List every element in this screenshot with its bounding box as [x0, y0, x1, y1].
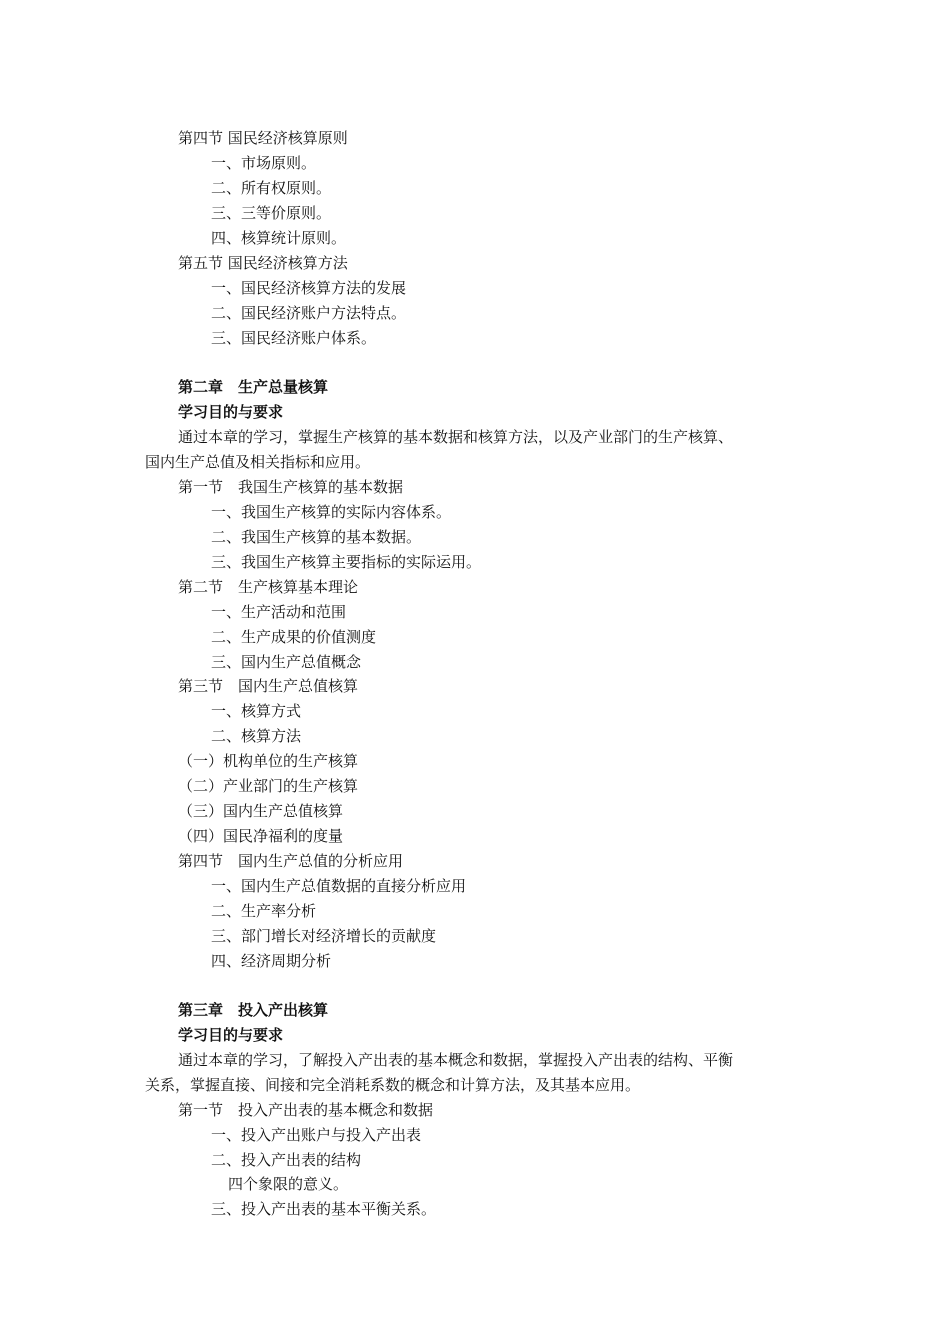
list-item: 三、国民经济账户体系。	[211, 329, 377, 347]
list-item: 二、核算方法	[211, 727, 302, 745]
section-heading: 第四节 国民经济核算原则	[178, 129, 348, 147]
list-item: 三、国内生产总值概念	[211, 653, 362, 671]
list-item: 一、生产活动和范围	[211, 603, 347, 621]
list-item: 二、生产率分析	[211, 902, 317, 920]
paragraph-line: 国内生产总值及相关指标和应用。	[145, 453, 371, 471]
section-heading: 第三节 国内生产总值核算	[178, 677, 359, 695]
paragraph-line: 通过本章的学习，掌握生产核算的基本数据和核算方法，以及产业部门的生产核算、	[178, 428, 734, 446]
list-item: 二、投入产出表的结构	[211, 1151, 362, 1169]
list-item: 二、所有权原则。	[211, 179, 332, 197]
section-heading: 第四节 国内生产总值的分析应用	[178, 852, 404, 870]
list-item: 一、国内生产总值数据的直接分析应用	[211, 877, 467, 895]
section-heading: 第一节 投入产出表的基本概念和数据	[178, 1101, 434, 1119]
sub-list-item: （四）国民净福利的度量	[178, 827, 344, 845]
list-item: 三、三等价原则。	[211, 204, 332, 222]
section-heading: 第二节 生产核算基本理论	[178, 578, 359, 596]
list-item: 一、核算方式	[211, 702, 302, 720]
list-item: 一、市场原则。	[211, 154, 317, 172]
list-item: 二、生产成果的价值测度	[211, 628, 377, 646]
list-item: 三、部门增长对经济增长的贡献度	[211, 927, 437, 945]
section-heading: 第五节 国民经济核算方法	[178, 254, 348, 272]
chapter-title: 第三章 投入产出核算	[178, 1001, 329, 1019]
sub-list-item: （一）机构单位的生产核算	[178, 752, 359, 770]
sub-list-item: （二）产业部门的生产核算	[178, 777, 359, 795]
list-item-note: 四个象限的意义。	[228, 1175, 349, 1193]
paragraph-line: 关系，掌握直接、间接和完全消耗系数的概念和计算方法，及其基本应用。	[145, 1076, 641, 1094]
list-item: 二、国民经济账户方法特点。	[211, 304, 407, 322]
list-item: 一、投入产出账户与投入产出表	[211, 1126, 422, 1144]
list-item: 三、我国生产核算主要指标的实际运用。	[211, 553, 482, 571]
list-item: 一、国民经济核算方法的发展	[211, 279, 407, 297]
list-item: 二、我国生产核算的基本数据。	[211, 528, 422, 546]
list-item: 四、经济周期分析	[211, 952, 332, 970]
list-item: 一、我国生产核算的实际内容体系。	[211, 503, 452, 521]
list-item: 四、核算统计原则。	[211, 229, 347, 247]
list-item: 三、投入产出表的基本平衡关系。	[211, 1200, 437, 1218]
objectives-heading: 学习目的与要求	[178, 403, 284, 421]
sub-list-item: （三）国内生产总值核算	[178, 802, 344, 820]
objectives-heading: 学习目的与要求	[178, 1026, 284, 1044]
chapter-title: 第二章 生产总量核算	[178, 378, 329, 396]
paragraph-line: 通过本章的学习，了解投入产出表的基本概念和数据，掌握投入产出表的结构、平衡	[178, 1051, 734, 1069]
section-heading: 第一节 我国生产核算的基本数据	[178, 478, 404, 496]
